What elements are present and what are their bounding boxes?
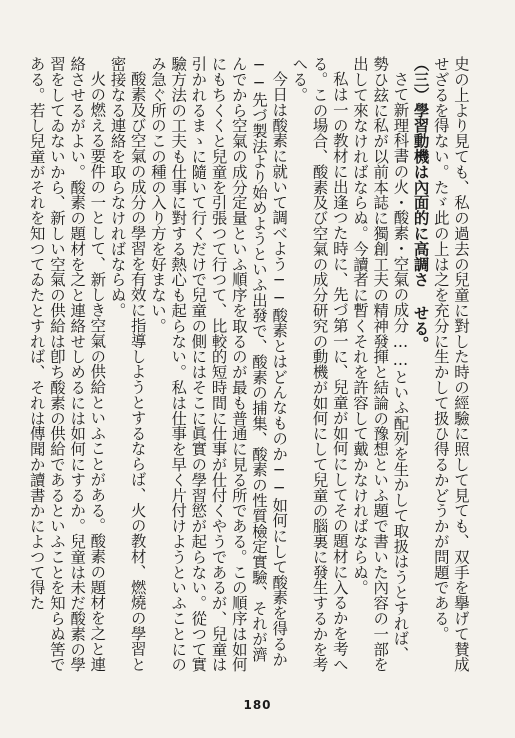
page-number: 180 [243,698,272,712]
paragraph [107,56,147,676]
paragraph-continuation [431,56,471,676]
paragraph [289,56,350,676]
paragraph-text: 酸素及び空氣の成分の學習を有效に指導しようとするならば、火の教材、燃燒の學習と密接なる連絡を取らなければならぬ。 [108,56,147,672]
paragraph [350,56,411,676]
paragraph-text: 私は一の教材に出逢つた時に、先づ第一に、兒童が如何にしてその題材に入るかを考へる。この場合、酸素及び空氣の成分研究の動機が如何にして兒童の腦裏に發生するかを考へる。 [290,56,349,672]
paragraph-text: さて新理科書の火・酸素・空氣の成分……といふ配列を生かして取扱はうとすれば、勢ひ玆に私が以前本誌に獨創工夫の精神發揮と結論の豫想といふ題で書いた內容の一部を出して來なければならぬ。今讀者に暫くそれを許容して戴かなければならぬ。 [350,56,410,672]
paragraph [148,56,289,676]
section-heading [410,56,430,676]
paragraph-text: 火の燃える要件の一として、新しき空氣の供給といふことがある。酸素の題材を之と連絡させるがよい。酸素の題材を之と連絡せしめるには如何にするか。兒童は未だ酸素の學習をしてゐないから、新しい空氣の供給は卽ち酸素の供給であるといふことを知らぬ筈である。若し兒童がそれを知つてゐたとすれば、それは傳聞か讀書かによつて得た [27,56,107,672]
section-heading-text: （三）學習動機は內面的に高調さ せる。 [411,56,430,352]
paragraph-text: 史の上より見ても、私の過去の兒童に對した時の經驗に照して見ても、双手を擧げて賛成せざるを得ない。たゞ此の上は之を充分に生かして扱ひ得るかどうかが問題である。 [431,56,470,672]
paragraph-text: 今日は酸素に就いて調べよう──酸素とはどんなものか──如何にして酸素を得るか──先づ製法より始めようといふ出發で、酸素の捕集、酸素の性質檢定實驗、それが濟んでから空氣の成分定量といふ順序を取るのが最も普通に見る所である。この順序は如何にもちくくと兒童を引張つて行つて、比較的短時間に仕事が仕付くやうであるが、兒童は引かれるまゝに隨いて行くだけで兒童の側にはそこに眞實の學習慾が起らない。從つて實驗方法の工夫も仕事に對する熱心も起らない。私は仕事を早く片付けようといふことにのみ急ぐ所のこの種の入り方を好まない。 [148,56,289,672]
vertical-text-body [27,56,471,676]
paragraph [27,56,108,676]
